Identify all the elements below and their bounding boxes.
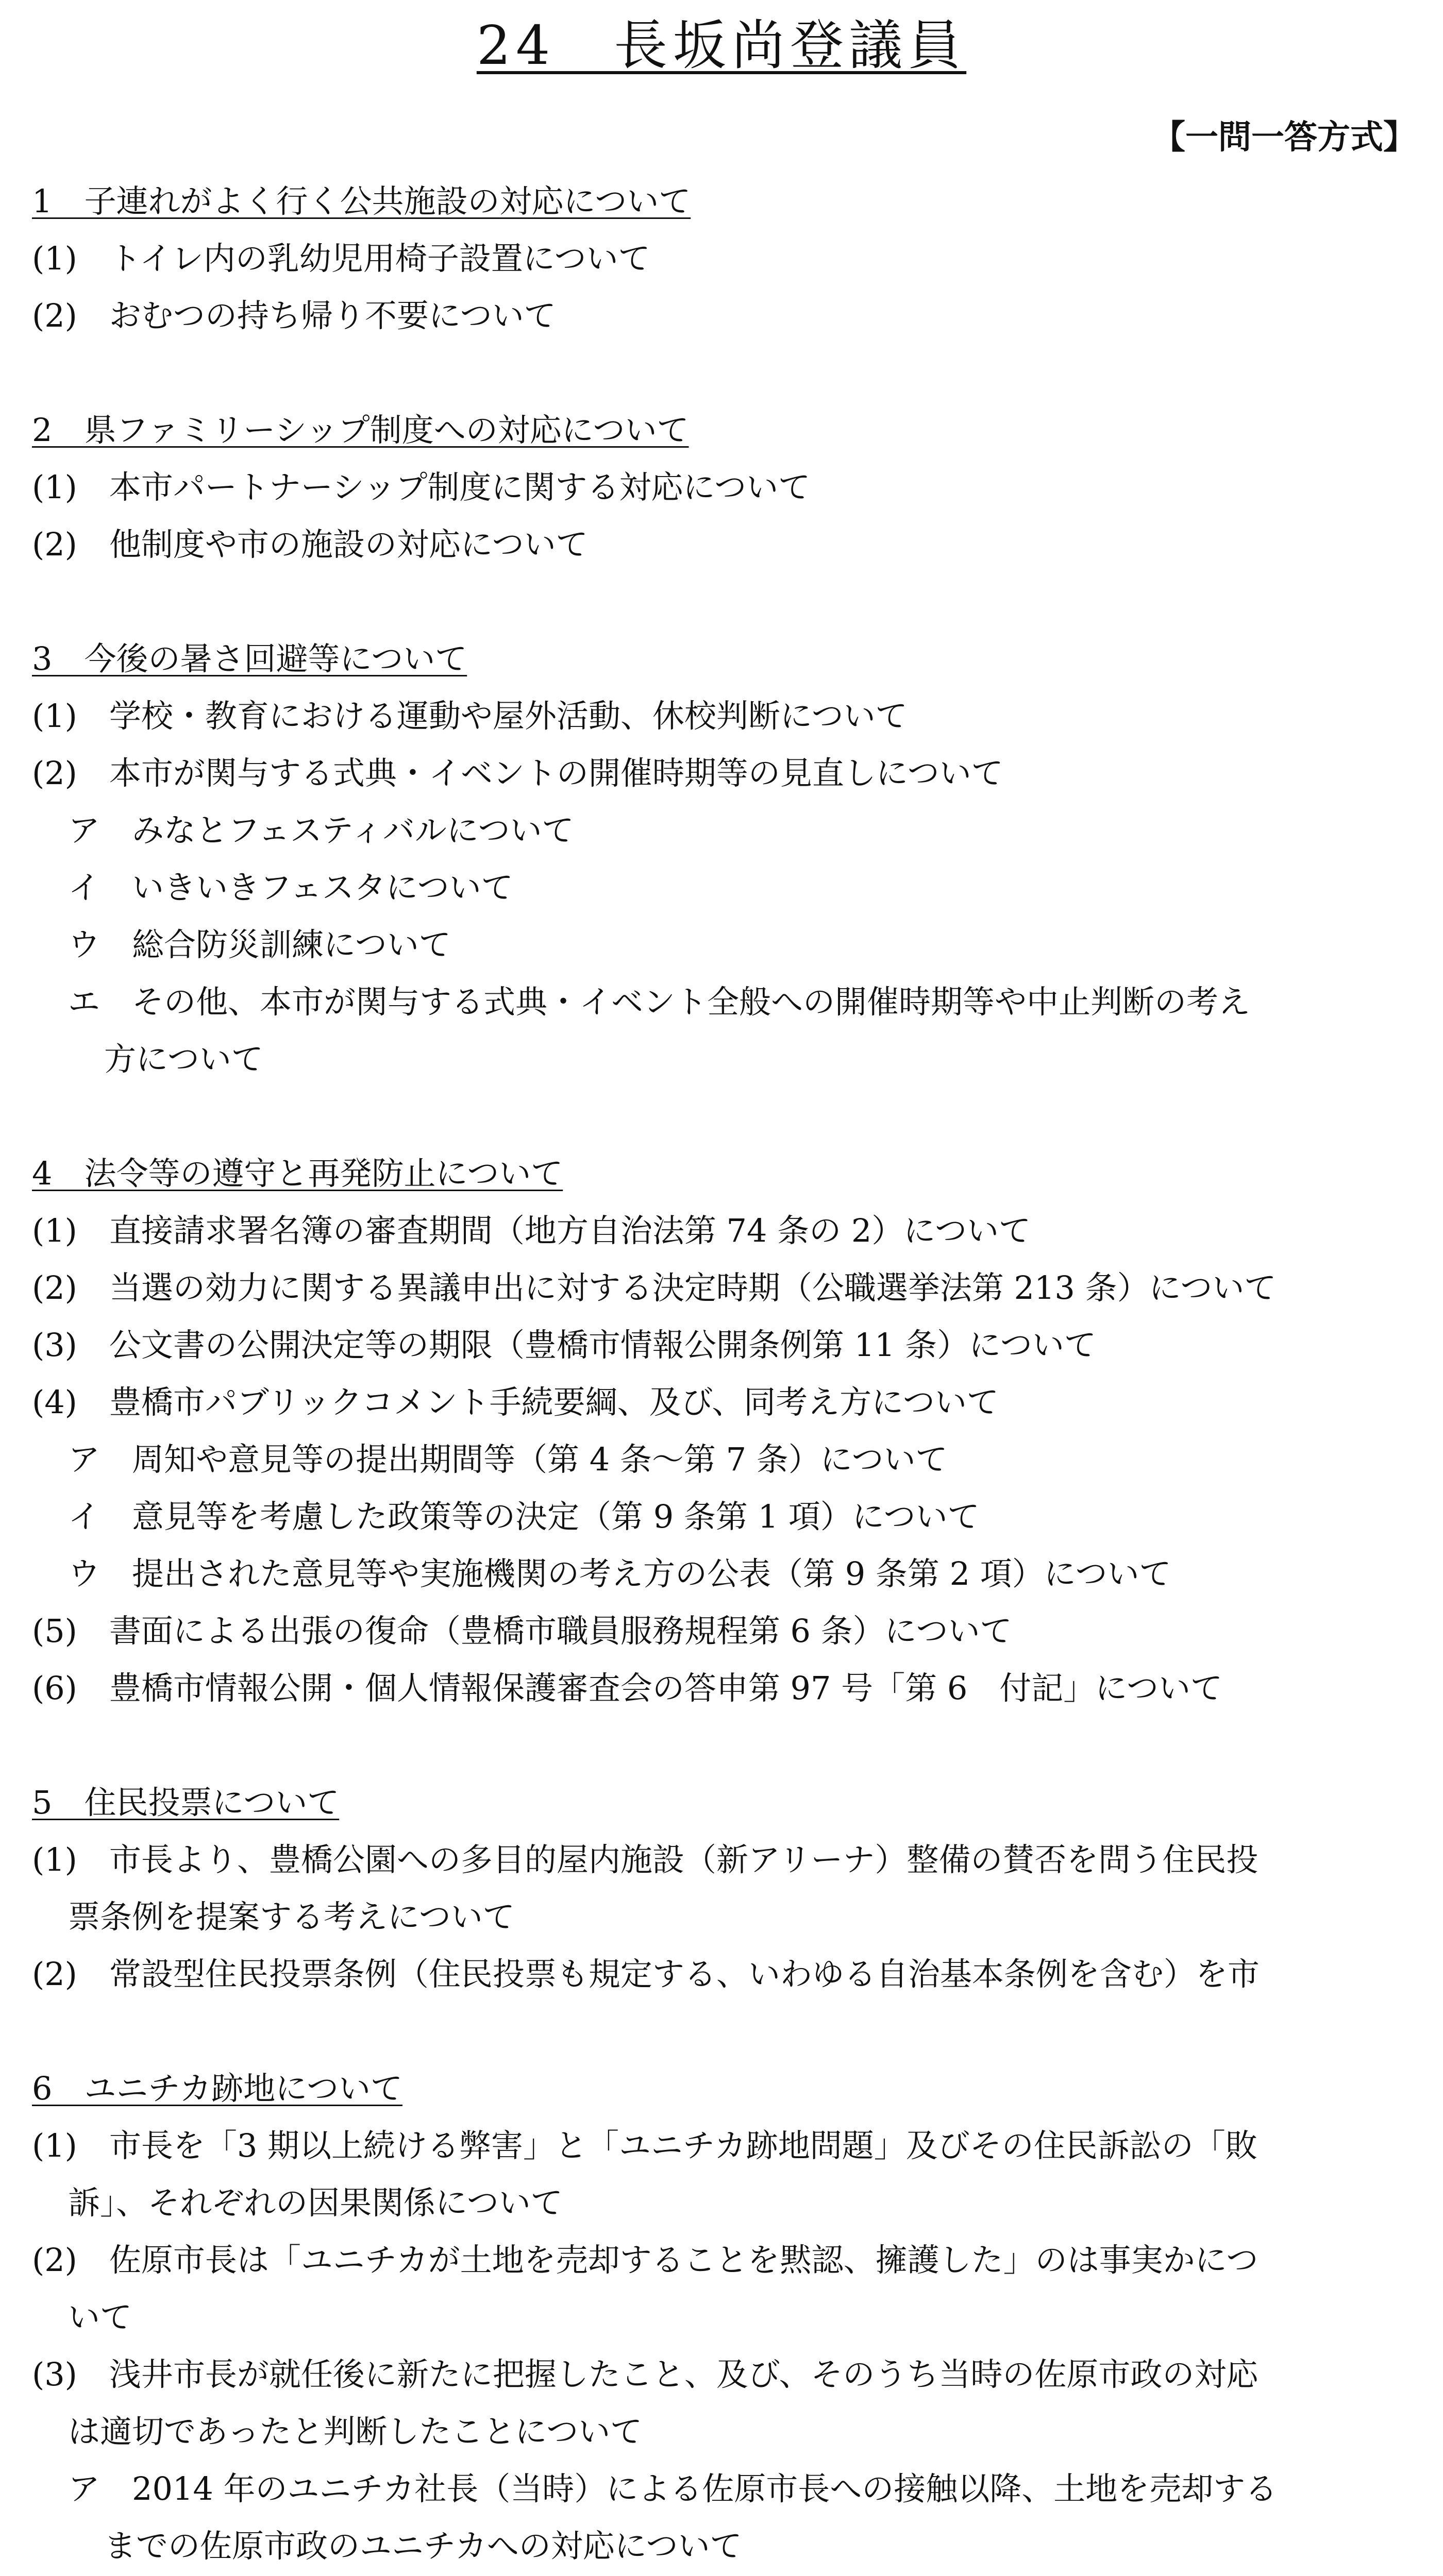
section-item: (3) 公文書の公開決定等の期限（豊橋市情報公開条例第 11 条）について	[32, 1326, 1096, 1364]
section-item: (1) 学校・教育における運動や屋外活動、休校判断について	[32, 697, 908, 735]
section-item: (4) 豊橋市パブリックコメント手続要綱、及び、同考え方について	[32, 1383, 999, 1421]
section-item-continuation: いて	[68, 2298, 132, 2336]
section-item: (3) 浅井市長が就任後に新たに把握したこと、及び、そのうち当時の佐原市政の対応	[32, 2355, 1259, 2393]
section-item: (2) 他制度や市の施設の対応について	[32, 526, 588, 563]
section-subitem: エ その他、本市が関与する式典・イベント全般への開催時期等や中止判断の考え	[68, 983, 1251, 1021]
section-item: (5) 書面による出張の復命（豊橋市職員服務規程第 6 条）について	[32, 1612, 1012, 1650]
section-subitem: ア みなとフェスティバルについて	[68, 811, 574, 849]
section-item-continuation: は適切であったと判断したことについて	[68, 2413, 643, 2450]
section-item: (1) トイレ内の乳幼児用椅子設置について	[32, 240, 650, 277]
section-heading: 4 法令等の遵守と再発防止について	[32, 1155, 563, 1192]
question-format-label: 【一問一答方式】	[1152, 118, 1416, 157]
section-item: (2) 当選の効力に関する異議申出に対する決定時期（公職選挙法第 213 条）について	[32, 1269, 1277, 1307]
section-subitem-continuation: 方について	[104, 1040, 263, 1078]
section-item: (2) 佐原市長は「ユニチカが土地を売却することを黙認、擁護した」のは事実かにつ	[32, 2241, 1259, 2279]
section-item: (1) 市長より、豊橋公園への多目的屋内施設（新アリーナ）整備の賛否を問う住民投	[32, 1841, 1259, 1878]
section-item: (1) 市長を「3 期以上続ける弊害」と「ユニチカ跡地問題」及びその住民訴訟の「敗	[32, 2127, 1257, 2164]
section-subitem-continuation: までの佐原市政のユニチカへの対応について	[104, 2527, 742, 2565]
document-title: 24 長坂尚登議員	[476, 14, 967, 77]
section-heading: 6 ユニチカ跡地について	[32, 2070, 402, 2107]
section-item: (2) 本市が関与する式典・イベントの開催時期等の見直しについて	[32, 754, 1003, 792]
section-item: (1) 直接請求署名簿の審査期間（地方自治法第 74 条の 2）について	[32, 1212, 1031, 1249]
section-heading: 5 住民投票について	[32, 1784, 340, 1821]
section-subitem: ア 2014 年のユニチカ社長（当時）による佐原市長への接触以降、土地を売却する	[68, 2470, 1278, 2507]
section-subitem: ウ 提出された意見等や実施機関の考え方の公表（第 9 条第 2 項）について	[68, 1555, 1171, 1592]
section-subitem: イ いきいきフェスタについて	[68, 869, 513, 906]
section-item-continuation: 票条例を提案する考えについて	[68, 1898, 515, 1936]
section-subitem: ア 周知や意見等の提出期間等（第 4 条～第 7 条）について	[68, 1440, 948, 1478]
section-item: (2) おむつの持ち帰り不要について	[32, 297, 556, 334]
section-item: (6) 豊橋市情報公開・個人情報保護審査会の答申第 97 号「第 6 付記」について	[32, 1669, 1223, 1707]
section-item: (2) 常設型住民投票条例（住民投票も規定する、いわゆる自治基本条例を含む）を市	[32, 1955, 1260, 1993]
section-heading: 1 子連れがよく行く公共施設の対応について	[32, 182, 691, 220]
section-heading: 2 県ファミリーシップ制度への対応について	[32, 411, 689, 449]
section-heading: 3 今後の暑さ回避等について	[32, 640, 467, 677]
section-subitem: イ 意見等を考慮した政策等の決定（第 9 条第 1 項）について	[68, 1498, 980, 1535]
section-subitem: ウ 総合防災訓練について	[68, 926, 451, 963]
section-item-continuation: 訴」、それぞれの因果関係について	[68, 2184, 563, 2222]
section-item: (1) 本市パートナーシップ制度に関する対応について	[32, 468, 811, 506]
